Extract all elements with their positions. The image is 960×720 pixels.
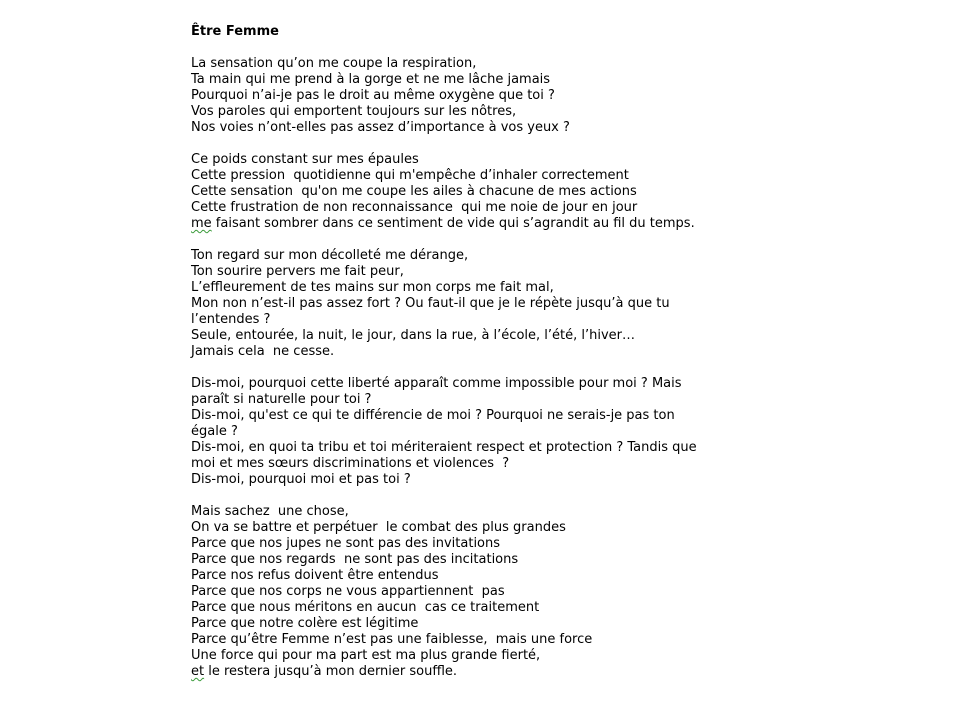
poem-line: Ton sourire pervers me fait peur,	[191, 264, 404, 279]
stanza-5	[191, 504, 931, 680]
document-page	[191, 24, 931, 696]
poem-line: Dis-moi, pourquoi moi et pas toi ?	[191, 472, 411, 487]
poem-line: Ton regard sur mon décolleté me dérange,	[191, 248, 469, 263]
poem-line: Jamais cela ne cesse.	[191, 344, 335, 359]
poem-line: paraît si naturelle pour toi ?	[191, 392, 372, 407]
poem-line: Seule, entourée, la nuit, le jour, dans la rue, à l’école, l’été, l’hiver…	[191, 328, 635, 343]
poem-line: Cette sensation qu'on me coupe les ailes à chacune de mes actions	[191, 184, 637, 199]
poem-line: et le restera jusqu’à mon dernier souffle.	[191, 664, 458, 679]
poem-line: Cette frustration de non reconnaissance qui me noie de jour en jour	[191, 200, 638, 215]
stanza-3	[191, 248, 931, 360]
poem-line: Pourquoi n’ai-je pas le droit au même oxygène que toi ?	[191, 88, 555, 103]
poem-line: Vos paroles qui emportent toujours sur les nôtres,	[191, 104, 517, 119]
poem-body	[191, 56, 931, 680]
poem-line: Dis-moi, en quoi ta tribu et toi mériteraient respect et protection ? Tandis que	[191, 440, 697, 455]
poem-line: Parce que nous méritons en aucun cas ce traitement	[191, 600, 540, 615]
poem-line: Parce que nos jupes ne sont pas des invitations	[191, 536, 501, 551]
poem-line: Une force qui pour ma part est ma plus grande fierté,	[191, 648, 541, 663]
poem-line: Nos voies n’ont-elles pas assez d’importance à vos yeux ?	[191, 120, 570, 135]
poem-line: Ce poids constant sur mes épaules	[191, 152, 419, 167]
stanza-2	[191, 152, 931, 232]
poem-line: Parce que nos regards ne sont pas des incitations	[191, 552, 519, 567]
poem-line: Parce que nos corps ne vous appartiennent pas	[191, 584, 505, 599]
poem-line: La sensation qu’on me coupe la respiration,	[191, 56, 477, 71]
poem-line: moi et mes sœurs discriminations et violences ?	[191, 456, 510, 471]
poem-line: Mon non n’est-il pas assez fort ? Ou faut-il que je le répète jusqu’à que tu	[191, 296, 670, 311]
poem-line: me faisant sombrer dans ce sentiment de vide qui s’agrandit au fil du temps.	[191, 216, 695, 231]
stanza-4	[191, 376, 931, 488]
poem-line: Parce que notre colère est légitime	[191, 616, 419, 631]
poem-line: égale ?	[191, 424, 238, 439]
poem-line: Parce nos refus doivent être entendus	[191, 568, 439, 583]
poem-line: On va se battre et perpétuer le combat des plus grandes	[191, 520, 566, 535]
poem-line: Parce qu’être Femme n’est pas une faiblesse, mais une force	[191, 632, 593, 647]
stanza-1	[191, 56, 931, 136]
poem-title: Être Femme	[191, 24, 279, 39]
poem-line: Mais sachez une chose,	[191, 504, 349, 519]
poem-line: L’effleurement de tes mains sur mon corps me fait mal,	[191, 280, 554, 295]
poem-line: l’entendes ?	[191, 312, 271, 327]
poem-line: Dis-moi, pourquoi cette liberté apparaît comme impossible pour moi ? Mais	[191, 376, 682, 391]
poem-line: Cette pression quotidienne qui m'empêche d’inhaler correctement	[191, 168, 629, 183]
poem-line: Ta main qui me prend à la gorge et ne me lâche jamais	[191, 72, 551, 87]
poem-line: Dis-moi, qu'est ce qui te différencie de moi ? Pourquoi ne serais-je pas ton	[191, 408, 675, 423]
